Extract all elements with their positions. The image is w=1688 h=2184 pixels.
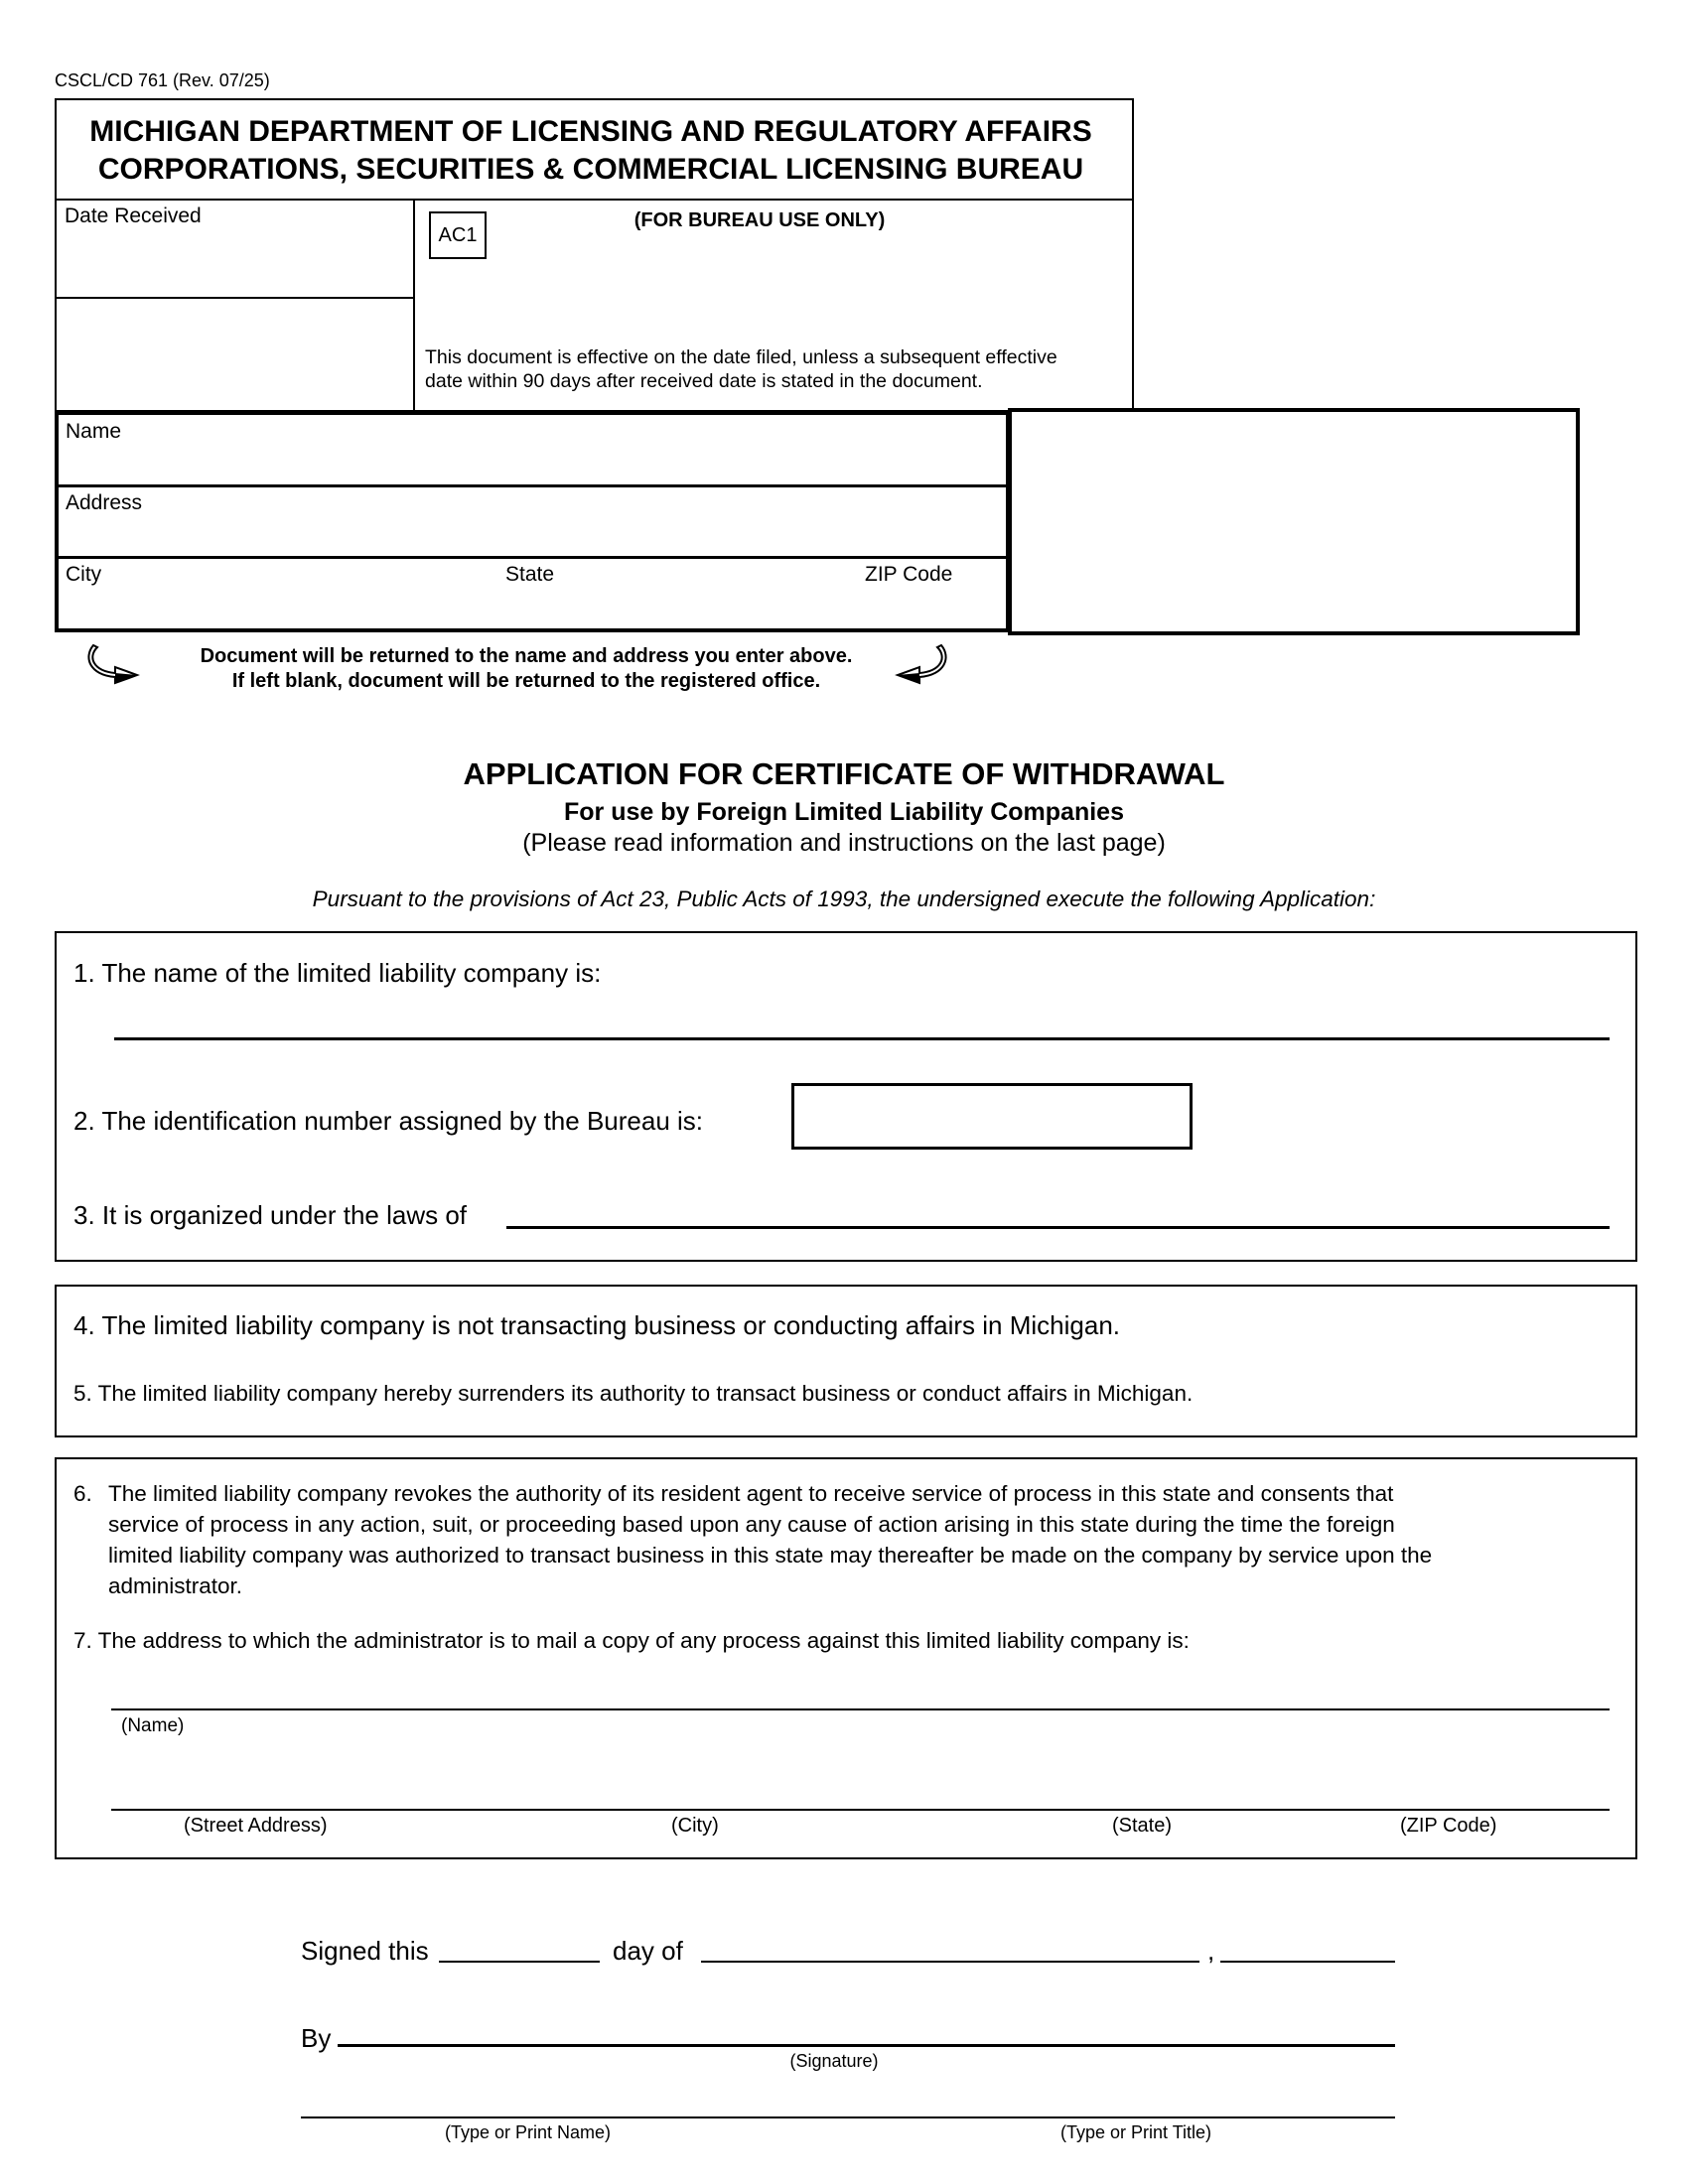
item-6-line-2: service of process in any action, suit, or proceeding based upon any cause of action arising in this state during the time the foreign: [108, 1512, 1395, 1537]
item-4-statement: 4. The limited liability company is not transacting business or conducting affairs in Michigan.: [73, 1310, 1121, 1340]
bureau-stamp-box: [1008, 408, 1580, 635]
mail-address-line: [111, 1809, 1610, 1811]
return-notice-line-2: If left blank, document will be returned to the registered office.: [231, 670, 821, 692]
pursuant-statement: Pursuant to the provisions of Act 23, Public Acts of 1993, the undersigned execute the following Application:: [312, 887, 1376, 911]
item-3-label: 3. It is organized under the laws of: [73, 1200, 468, 1230]
date-received-field[interactable]: [55, 201, 413, 296]
organized-laws-field[interactable]: [506, 1191, 1610, 1225]
form-subtitle: For use by Foreign Limited Liability Companies: [564, 798, 1124, 826]
bureau-use-only-label: (FOR BUREAU USE ONLY): [633, 209, 886, 231]
header-title: [55, 113, 1127, 189]
print-title-caption: (Type or Print Title): [1060, 2122, 1212, 2142]
signed-month-line: [701, 1961, 1199, 1963]
return-city-field[interactable]: [60, 588, 496, 625]
signature-caption: (Signature): [789, 2051, 879, 2071]
mail-city-caption: (City): [671, 1815, 719, 1837]
item-6-line-4: administrator.: [108, 1573, 243, 1598]
print-title-field[interactable]: [869, 2083, 1395, 2115]
header-line-1: MICHIGAN DEPARTMENT OF LICENSING AND REGULATORY AFFAIRS: [89, 115, 1092, 148]
signed-month-field[interactable]: [701, 1928, 1199, 1960]
ac1-box: AC1: [429, 211, 487, 259]
print-name-field[interactable]: [301, 2083, 857, 2115]
mail-name-line: [111, 1708, 1610, 1710]
return-notice-line-1: Document will be returned to the name and address you enter above.: [200, 645, 853, 667]
bureau-divider: [413, 199, 415, 412]
name-divider: [57, 484, 1008, 487]
mail-zip-caption: (ZIP Code): [1400, 1815, 1497, 1837]
form-id: CSCL/CD 761 (Rev. 07/25): [55, 70, 270, 90]
address-label: Address: [66, 491, 143, 514]
signed-day-line: [439, 1961, 600, 1963]
signed-this-label: Signed this: [301, 1936, 429, 1966]
day-of-label: day of: [613, 1936, 683, 1966]
mail-name-field[interactable]: [111, 1672, 1610, 1707]
return-name-field[interactable]: [60, 445, 1003, 482]
item-7-label: 7. The address to which the administrator is to mail a copy of any process against this limited liability company is:: [73, 1628, 1190, 1653]
company-name-line: [114, 1037, 1610, 1040]
mail-address-field[interactable]: [111, 1771, 1610, 1807]
signature-field[interactable]: [338, 2009, 1395, 2043]
identification-number-field[interactable]: [791, 1083, 1193, 1150]
effective-note-line-2: date within 90 days after received date is stated in the document.: [425, 370, 983, 392]
return-zip-field[interactable]: [860, 588, 1003, 625]
effective-note-line-1: This document is effective on the date filed, unless a subsequent effective: [425, 346, 1057, 368]
item-1-label: 1. The name of the limited liability company is:: [73, 958, 602, 988]
mail-street-caption: (Street Address): [184, 1815, 328, 1837]
return-state-field[interactable]: [502, 588, 850, 625]
name-label: Name: [66, 420, 122, 443]
address-divider: [57, 556, 1008, 559]
item-6-number: 6.: [73, 1481, 92, 1506]
date-comma: ,: [1207, 1936, 1215, 1966]
city-label: City: [66, 563, 102, 586]
item-6-line-3: limited liability company was authorized to transact business in this state may thereafter be made on the company by service upon the: [108, 1543, 1433, 1568]
print-name-title-line: [301, 2116, 1395, 2118]
by-label: By: [301, 2023, 332, 2053]
mail-state-caption: (State): [1112, 1815, 1173, 1837]
item-2-label: 2. The identification number assigned by the Bureau is:: [73, 1106, 704, 1136]
return-address-field[interactable]: [60, 516, 1003, 554]
header-line-2: CORPORATIONS, SECURITIES & COMMERCIAL LICENSING BUREAU: [97, 153, 1084, 186]
mail-name-caption: (Name): [121, 1715, 185, 1736]
company-name-field[interactable]: [114, 998, 1610, 1035]
item-6-line-1: The limited liability company revokes the authority of its resident agent to receive service of process in this state and consents that: [108, 1481, 1394, 1506]
form-title: APPLICATION FOR CERTIFICATE OF WITHDRAWAL: [463, 756, 1225, 791]
bureau-blank-field: [55, 299, 413, 410]
zip-code-label: ZIP Code: [865, 563, 953, 586]
organized-laws-line: [506, 1226, 1610, 1229]
section-items-4-5: [55, 1285, 1637, 1437]
date-received-label: Date Received: [65, 205, 202, 227]
signed-day-field[interactable]: [439, 1928, 600, 1960]
item-5-statement: 5. The limited liability company hereby surrenders its authority to transact business or conduct affairs in Michigan.: [73, 1381, 1194, 1406]
signed-year-line: [1220, 1961, 1395, 1963]
signed-year-field[interactable]: [1220, 1928, 1395, 1960]
return-left-arrow-icon: [85, 641, 141, 685]
signature-line: [338, 2044, 1395, 2047]
state-label: State: [505, 563, 555, 586]
print-name-caption: (Type or Print Name): [445, 2122, 612, 2142]
form-instructions-note: (Please read information and instructions on the last page): [522, 829, 1166, 857]
